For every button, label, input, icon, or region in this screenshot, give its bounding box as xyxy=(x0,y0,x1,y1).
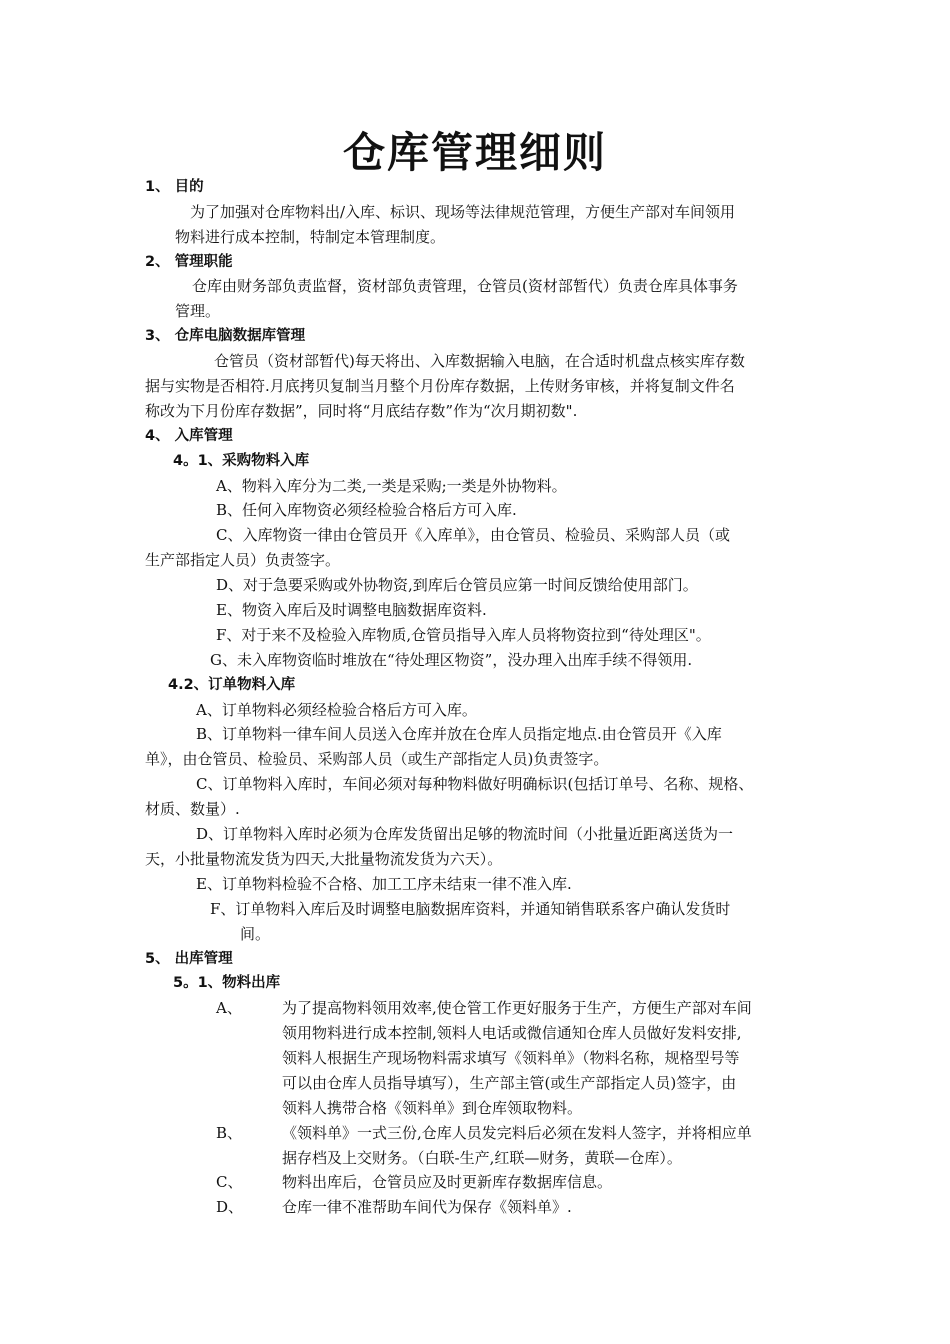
list-item-line: A、订单物料必须经检验合格后方可入库。 xyxy=(196,701,477,719)
subsection-4-1-heading: 4。1、采购物料入库 xyxy=(173,453,310,469)
item-d-line: 仓库一律不准帮助车间代为保存《领料单》. xyxy=(282,1198,572,1216)
list-item-line: E、物资入库后及时调整电脑数据库资料. xyxy=(216,601,487,619)
subsection-5-1-heading: 5。1、物料出库 xyxy=(173,975,281,991)
list-item-line: 生产部指定人员）负责签字。 xyxy=(145,551,341,569)
list-item-line: D、对于急要采购或外协物资,到库后仓管员应第一时间反馈给使用部门。 xyxy=(216,576,698,594)
item-b-line: 《领料单》一式三份,仓库人员发完料后必须在发料人签字，并将相应单 xyxy=(282,1124,752,1142)
list-item-line: B、订单物料一律车间人员送入仓库并放在仓库人员指定地点.由仓管员开《入库 xyxy=(196,725,722,743)
section-4-heading: 4、 入库管理 xyxy=(145,428,233,444)
list-item-line: F、订单物料入库后及时调整电脑数据库资料，并通知销售联系客户确认发货时 xyxy=(210,900,731,918)
section-1-line: 为了加强对仓库物料出/入库、标识、现场等法律规范管理，方便生产部对车间领用 xyxy=(190,203,736,221)
item-a-line: 可以由仓库人员指导填写），生产部主管(或生产部指定人员)签字，由 xyxy=(282,1074,737,1092)
section-1-line: 物料进行成本控制，特制定本管理制度。 xyxy=(175,228,446,246)
section-5-heading: 5、 出库管理 xyxy=(145,951,233,967)
item-a-line: 为了提高物料领用效率,使仓管工作更好服务于生产，方便生产部对车间 xyxy=(282,999,752,1017)
section-3-line: 据与实物是否相符.月底拷贝复制当月整个月份库存数据，上传财务审核，并将复制文件名 xyxy=(145,377,735,395)
item-c-line: 物料出库后，仓管员应及时更新库存数据库信息。 xyxy=(282,1173,613,1191)
section-2-line: 仓库由财务部负责监督，资材部负责管理，仓管员(资材部暂代）负责仓库具体事务 xyxy=(192,277,738,295)
subsection-4-2-heading: 4.2、订单物料入库 xyxy=(168,677,296,693)
list-item-line: C、入库物资一律由仓管员开《入库单》，由仓管员、检验员、采购部人员（或 xyxy=(216,526,730,544)
section-2-heading: 2、 管理职能 xyxy=(145,254,233,270)
section-1-heading: 1、 目的 xyxy=(145,179,204,195)
section-2-line: 管理。 xyxy=(175,302,221,320)
list-item-line: B、任何入库物资必须经检验合格后方可入库. xyxy=(216,501,517,519)
item-b-line: 据存档及上交财务。（白联-生产,红联—财务，黄联—仓库）。 xyxy=(282,1149,682,1167)
list-item-line: D、订单物料入库时必须为仓库发货留出足够的物流时间（小批量近距离送货为一 xyxy=(196,825,734,843)
section-3-line: 称改为下月份库存数据”，同时将“月底结存数”作为“次月期初数". xyxy=(145,402,578,420)
list-item-line: 间。 xyxy=(240,925,271,943)
list-item-line: 材质、数量）. xyxy=(145,800,240,818)
item-a-line: 领料人根据生产现场物料需求填写《领料单》（物料名称，规格型号等 xyxy=(282,1049,740,1067)
item-label-d: D、 xyxy=(216,1198,244,1216)
item-label-b: B、 xyxy=(216,1124,243,1142)
list-item-line: G、未入库物资临时堆放在“待处理区物资”，没办理入出库手续不得领用. xyxy=(210,651,693,669)
section-3-line: 仓管员（资材部暂代)每天将出、入库数据输入电脑，在合适时机盘点核实库存数 xyxy=(214,352,745,370)
list-item-line: E、订单物料检验不合格、加工工序未结束一律不准入库. xyxy=(196,875,572,893)
item-label-a: A、 xyxy=(216,999,242,1017)
item-a-line: 领料人携带合格《领料单》到仓库领取物料。 xyxy=(282,1099,583,1117)
list-item-line: A、物料入库分为二类,一类是采购;一类是外协物料。 xyxy=(216,477,567,495)
item-a-line: 领用物料进行成本控制,领料人电话或微信通知仓库人员做好发料安排, xyxy=(282,1024,742,1042)
section-3-heading: 3、 仓库电脑数据库管理 xyxy=(145,328,306,344)
list-item-line: C、订单物料入库时，车间必须对每种物料做好明确标识(包括订单号、名称、规格、 xyxy=(196,775,754,793)
item-label-c: C、 xyxy=(216,1173,243,1191)
list-item-line: 单》，由仓管员、检验员、采购部人员（或生产部指定人员)负责签字。 xyxy=(145,750,609,768)
list-item-line: F、对于来不及检验入库物质,仓管员指导入库人员将物资拉到“待处理区"。 xyxy=(216,626,711,644)
list-item-line: 天，小批量物流发货为四天,大批量物流发货为六天）。 xyxy=(145,850,503,868)
document-title: 仓库管理细则 xyxy=(342,128,607,177)
